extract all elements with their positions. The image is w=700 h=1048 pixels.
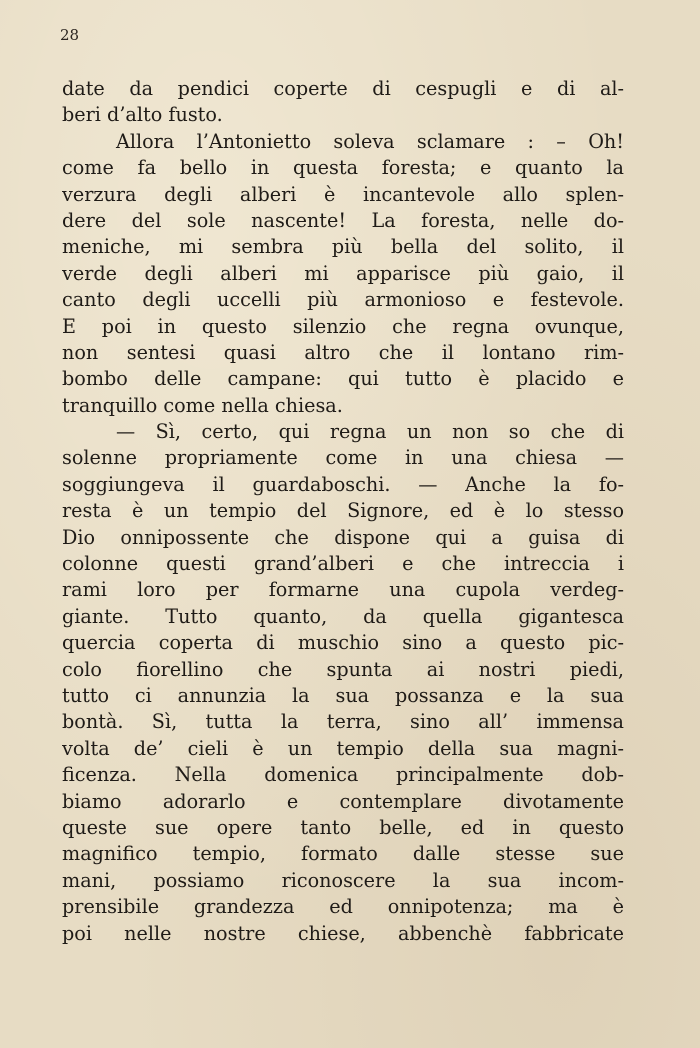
text-line: verde degli alberi mi apparisce più gaio, il bbox=[62, 261, 624, 285]
text-line: E poi in questo silenzio che regna ovunque, bbox=[62, 314, 624, 338]
text-line: ficenza. Nella domenica principalmente dob- bbox=[62, 763, 624, 787]
text-line: colo fiorellino che spunta ai nostri piedi, bbox=[62, 657, 624, 681]
text-line: mani, possiamo riconoscere la sua incom- bbox=[62, 868, 624, 892]
text-line: resta è un tempio del Signore, ed è lo stesso bbox=[62, 499, 624, 523]
text-line: canto degli uccelli più armonioso e festevole. bbox=[62, 288, 624, 312]
text-line: bontà. Sì, tutta la terra, sino all’ immensa bbox=[62, 710, 624, 734]
page-number: 28 bbox=[60, 26, 80, 44]
text-line: non sentesi quasi altro che il lontano rim- bbox=[62, 340, 624, 364]
text-line: verzura degli alberi è incantevole allo splen- bbox=[62, 182, 624, 206]
text-line: Allora l’Antonietto soleva sclamare : – Oh! bbox=[116, 129, 624, 153]
text-line: date da pendici coperte di cespugli e di al- bbox=[62, 77, 624, 100]
text-line: biamo adorarlo e contemplare divotamente bbox=[62, 789, 624, 813]
body-text bbox=[62, 76, 624, 947]
text-line: queste sue opere tanto belle, ed in questo bbox=[62, 815, 624, 839]
text-line: beri d’alto fusto. bbox=[62, 103, 223, 127]
text-line: magnifico tempio, formato dalle stesse sue bbox=[62, 842, 624, 866]
text-line: volta de’ cieli è un tempio della sua magni- bbox=[62, 736, 624, 760]
text-line: bombo delle campane: qui tutto è placido e bbox=[62, 367, 624, 391]
text-line: quercia coperta di muschio sino a questo pic- bbox=[62, 631, 624, 655]
text-line: Dio onnipossente che dispone qui a guisa di bbox=[62, 525, 624, 549]
text-line: colonne questi grand’alberi e che intreccia i bbox=[62, 552, 624, 576]
text-line: rami loro per formarne una cupola verdeg- bbox=[62, 578, 624, 602]
text-line: giante. Tutto quanto, da quella gigantesca bbox=[62, 604, 624, 628]
text-line: — Sì, certo, qui regna un non so che di bbox=[116, 420, 624, 444]
text-line: meniche, mi sembra più bella del solito, il bbox=[62, 235, 624, 259]
text-line: prensibile grandezza ed onnipotenza; ma è bbox=[62, 895, 624, 919]
text-line: soggiungeva il guardaboschi. — Anche la fo- bbox=[62, 472, 624, 496]
text-line: tutto ci annunzia la sua possanza e la sua bbox=[62, 683, 624, 707]
text-line: solenne propriamente come in una chiesa — bbox=[62, 446, 624, 470]
text-line: poi nelle nostre chiese, abbenchè fabbricate bbox=[62, 921, 624, 945]
text-line: come fa bello in questa foresta; e quanto la bbox=[62, 156, 624, 180]
text-line: tranquillo come nella chiesa. bbox=[62, 393, 343, 417]
text-line: dere del sole nascente! La foresta, nelle do- bbox=[62, 208, 624, 232]
